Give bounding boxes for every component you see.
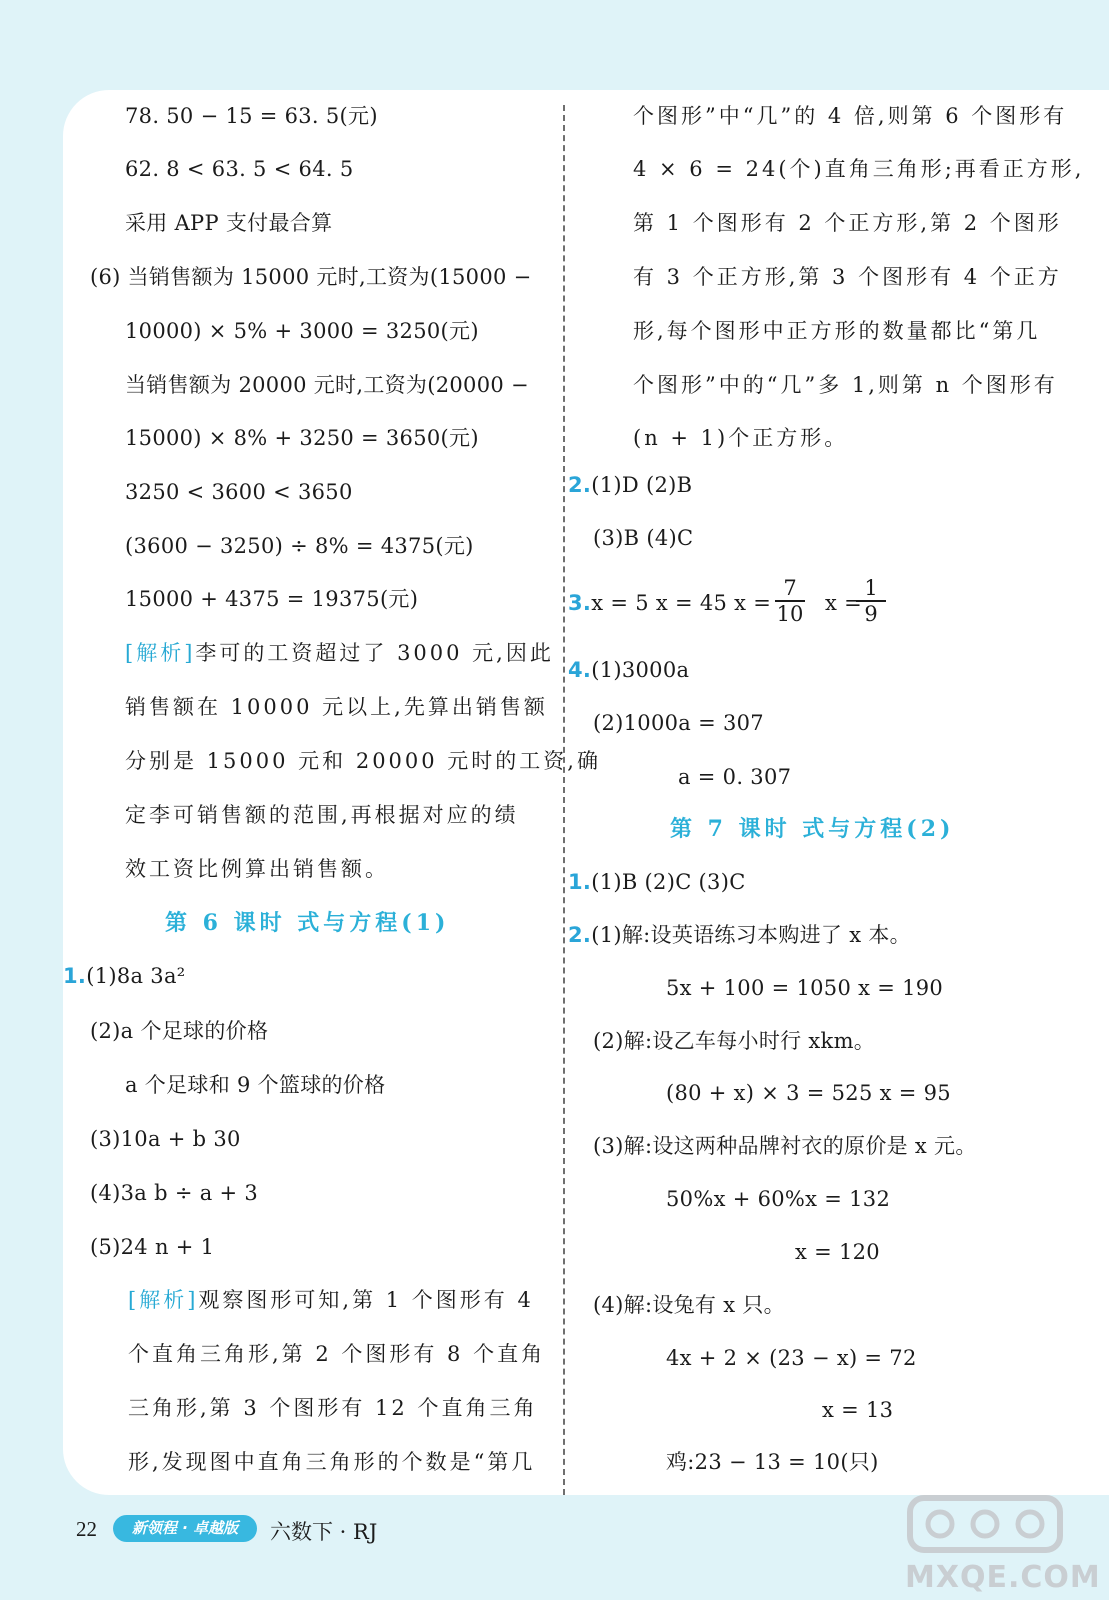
page-sheet (63, 90, 1109, 1495)
question-2 (568, 472, 692, 498)
right-line: x = 120 (795, 1240, 880, 1264)
right-line: (n + 1)个正方形。 (633, 426, 849, 450)
left-line: (5)24 n + 1 (90, 1235, 215, 1259)
section-heading-6: 第 6 课时 式与方程(1) (165, 910, 450, 936)
section-heading-7: 第 7 课时 式与方程(2) (670, 816, 955, 842)
right-line: 个图形”中的“几”多 1,则第 n 个图形有 (633, 373, 1058, 397)
analysis-tag: [解析] (128, 1288, 199, 1312)
question-number: 1. (63, 964, 87, 988)
numerator: 7 (783, 576, 797, 600)
question-4 (568, 657, 689, 683)
watermark-text: MXQE.COM (905, 1560, 1101, 1595)
answer-text: (1)D (2)B (591, 473, 693, 497)
question-number: 3. (568, 591, 592, 615)
analysis-text: 定李可销售额的范围,再根据对应的绩 (125, 803, 519, 827)
right-line: (80 + x) × 3 = 525 x = 95 (666, 1081, 951, 1105)
right-line: a = 0. 307 (678, 765, 792, 789)
numerator: 1 (864, 576, 878, 600)
left-line: 78. 50 − 15 = 63. 5(元) (125, 104, 378, 128)
left-line: (3)10a + b 30 (90, 1127, 241, 1151)
answer-text: (1)3000a (591, 658, 690, 682)
right-line: (3)B (4)C (593, 526, 694, 550)
denominator: 9 (864, 602, 878, 626)
question-number: 1. (568, 870, 592, 894)
analysis-paragraph (125, 640, 554, 666)
right-line: 有 3 个正方形,第 3 个图形有 4 个正方 (633, 265, 1062, 289)
left-line: 62. 8 < 63. 5 < 64. 5 (125, 157, 354, 181)
question-3 (568, 590, 771, 616)
analysis-text: 效工资比例算出销售额。 (125, 857, 389, 881)
left-line: 3250 < 3600 < 3650 (125, 480, 353, 504)
analysis-tag: [解析] (125, 641, 196, 665)
analysis-text: 销售额在 10000 元以上,先算出销售额 (125, 695, 548, 719)
answer-text: (1)解:设英语练习本购进了 x 本。 (591, 923, 911, 947)
answer-text: x = 5 x = 45 x = (591, 591, 772, 615)
analysis-text: 分别是 15000 元和 20000 元时的工资,确 (125, 749, 601, 773)
question-1 (568, 869, 746, 895)
right-line: 鸡:23 − 13 = 10(只) (666, 1450, 879, 1474)
right-line: (2)1000a = 307 (593, 711, 764, 735)
fraction (775, 577, 805, 625)
left-line: 15000 + 4375 = 19375(元) (125, 587, 419, 611)
left-line: (2)a 个足球的价格 (90, 1019, 269, 1043)
left-line: 当销售额为 20000 元时,工资为(20000 − (125, 373, 529, 397)
right-line: x = 13 (822, 1398, 894, 1422)
left-line: (6) 当销售额为 15000 元时,工资为(15000 − (90, 265, 532, 289)
right-line: 第 1 个图形有 2 个正方形,第 2 个图形 (633, 211, 1062, 235)
question-number: 4. (568, 658, 592, 682)
right-line: 5x + 100 = 1050 x = 190 (666, 976, 944, 1000)
right-line: (3)解:设这两种品牌衬衣的原价是 x 元。 (593, 1134, 977, 1158)
right-line: 4x + 2 × (23 − x) = 72 (666, 1346, 917, 1370)
denominator: 10 (776, 602, 804, 626)
left-line: (4)3a b ÷ a + 3 (90, 1181, 259, 1205)
right-line: (4)解:设兔有 x 只。 (593, 1293, 785, 1317)
page-number: 22 (76, 1517, 97, 1541)
right-line: 形,每个图形中正方形的数量都比“第几 (633, 319, 1041, 343)
question-number: 2. (568, 923, 592, 947)
answer-text: (1)8a 3a² (86, 964, 186, 988)
left-line: a 个足球和 9 个篮球的价格 (125, 1073, 386, 1097)
right-line: 个图形”中“几”的 4 倍,则第 6 个图形有 (633, 104, 1068, 128)
right-line: (2)解:设乙车每小时行 xkm。 (593, 1029, 876, 1053)
analysis-text: 观察图形可知,第 1 个图形有 4 (198, 1288, 534, 1312)
series-badge: 新领程 · 卓越版 (113, 1515, 257, 1542)
analysis-text: 形,发现图中直角三角形的个数是“第几 (128, 1450, 536, 1474)
right-line: 50%x + 60%x = 132 (666, 1187, 891, 1211)
answer-text: (1)B (2)C (3)C (591, 870, 746, 894)
analysis-text: 李可的工资超过了 3000 元,因此 (195, 641, 554, 665)
question-1 (63, 963, 186, 989)
analysis-text: 三角形,第 3 个图形有 12 个直角三角 (128, 1396, 538, 1420)
question-number: 2. (568, 473, 592, 497)
fraction (856, 577, 886, 625)
answer-text: x = (825, 591, 863, 615)
analysis-paragraph (128, 1287, 534, 1313)
right-line: 4 × 6 = 24(个)直角三角形;再看正方形, (633, 157, 1085, 181)
book-label: 六数下 · RJ (270, 1520, 378, 1544)
question-2 (568, 922, 911, 948)
analysis-text: 个直角三角形,第 2 个图形有 8 个直角 (128, 1342, 546, 1366)
left-line: 采用 APP 支付最合算 (125, 211, 333, 235)
left-line: 15000) × 8% + 3250 = 3650(元) (125, 426, 479, 450)
left-line: (3600 − 3250) ÷ 8% = 4375(元) (125, 534, 474, 558)
column-divider (563, 105, 565, 1495)
left-line: 10000) × 5% + 3000 = 3250(元) (125, 319, 479, 343)
